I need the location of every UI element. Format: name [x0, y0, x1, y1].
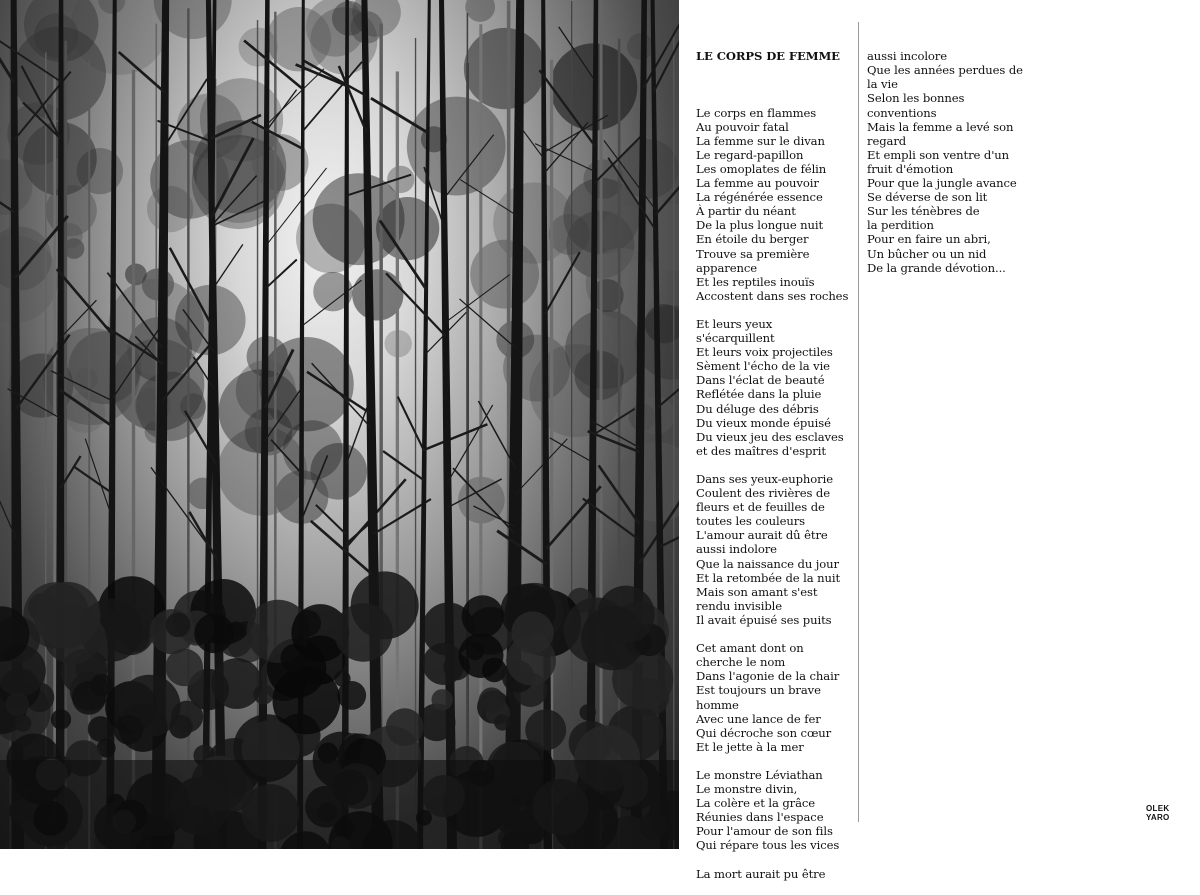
stanza: [696, 641, 848, 754]
undergrowth-blob: [114, 715, 144, 745]
poem-line: Que la naissance du jour: [696, 556, 839, 571]
foliage-blob: [600, 206, 655, 261]
tree-branch: [266, 260, 297, 289]
tree-trunk: [53, 76, 56, 849]
poem-line: Il avait épuisé ses puits: [696, 612, 832, 627]
undergrowth-blob: [165, 649, 203, 687]
foliage-blob: [493, 182, 574, 263]
poem-title: LE CORPS DE FEMME: [696, 49, 840, 64]
poem-line: Le monstre Léviathan: [696, 767, 823, 782]
poem-line: Se déverse de son lit: [867, 190, 988, 205]
foliage-blob: [219, 369, 303, 453]
undergrowth-blob: [211, 658, 262, 709]
signature-line-2: YARO: [1146, 813, 1170, 822]
poem-line: Reflétée dans la pluie: [696, 387, 822, 402]
poem-line: La femme au pouvoir: [696, 176, 819, 191]
poem-line: et des maîtres d'esprit: [696, 443, 826, 458]
foliage-blob: [407, 97, 506, 196]
poem-line: la vie: [867, 77, 898, 92]
tree-branch: [497, 531, 546, 564]
foliage-blob: [464, 28, 545, 109]
foliage-blob: [618, 442, 679, 522]
poem-line: Coulent des rivières de: [696, 486, 831, 501]
tree-branch: [447, 405, 492, 483]
undergrowth-blob: [422, 643, 464, 685]
undergrowth-blob: [194, 614, 234, 654]
undergrowth-blob: [506, 636, 556, 686]
poem-line: Le corps en flammes: [696, 105, 817, 120]
poem-line: toutes les couleurs: [696, 514, 806, 529]
poem-line: La régénérée essence: [696, 190, 823, 205]
poem-line: Dans l'agonie de la chair: [696, 669, 840, 684]
poem-line: Et leurs yeux: [696, 316, 773, 331]
poem-line: Mais la femme a levé son: [867, 119, 1014, 134]
poem-line: Dans l'éclat de beauté: [696, 373, 825, 388]
poem-line: En étoile du berger: [696, 232, 809, 247]
poem-line: rendu invisible: [696, 598, 783, 613]
undergrowth-blob: [459, 633, 504, 678]
poem-line: Avec une lance de fer: [696, 711, 821, 726]
undergrowth-blob: [494, 714, 510, 730]
undergrowth-blob: [580, 704, 596, 720]
poem-line: Et leurs voix projectiles: [696, 345, 833, 360]
tree-trunk: [673, 35, 674, 849]
poem-line: aussi incolore: [867, 49, 948, 64]
poem-column-1-body: [696, 106, 848, 881]
foliage-blob: [583, 159, 622, 198]
tree-branch: [73, 466, 112, 493]
poem-line: aussi indolore: [696, 542, 777, 557]
undergrowth-blob: [334, 603, 393, 662]
poem-line: L'amour aurait dû être: [696, 528, 828, 543]
poem-line: Et les reptiles inouïs: [696, 274, 815, 289]
poem-line: Sèment l'écho de la vie: [696, 359, 830, 374]
foliage-blob: [387, 166, 414, 193]
poem-line: Du déluge des débris: [696, 401, 819, 416]
poem-line: Sur les ténèbres de: [867, 204, 980, 219]
poem-line: regard: [867, 133, 907, 148]
poem-line: Le monstre divin,: [696, 782, 798, 797]
poem-line: Et empli son ventre d'un: [867, 147, 1010, 162]
poem-line: s'écarquillent: [696, 331, 775, 346]
poem-line: Le regard-papillon: [696, 147, 804, 162]
author-signature: [1146, 804, 1170, 822]
poem-line: La mort aurait pu être: [696, 866, 826, 881]
poem-line: Qui décroche son cœur: [696, 725, 832, 740]
poem-line: cherche le nom: [696, 655, 786, 670]
undergrowth-blob: [51, 709, 71, 729]
tree-branch: [398, 397, 425, 452]
poem-line: Est toujours un brave: [696, 683, 821, 698]
undergrowth-blob: [418, 703, 456, 741]
poem-line: La colère et la grâce: [696, 796, 816, 811]
undergrowth-blob: [462, 595, 504, 637]
poem-column-1: [696, 21, 848, 895]
signature-line-1: OLEK: [1146, 804, 1170, 813]
undergrowth-blob: [5, 692, 29, 716]
stanza: [696, 472, 848, 627]
tree-branch: [654, 26, 679, 92]
poem-line: À partir du néant: [696, 204, 796, 219]
undergrowth-blob: [34, 582, 101, 649]
column-divider: [858, 22, 859, 822]
undergrowth-blob: [431, 689, 452, 710]
undergrowth-blob: [525, 709, 566, 750]
poem-line: Mais son amant s'est: [696, 584, 818, 599]
undergrowth-blob: [166, 613, 191, 638]
forest-floor: [0, 760, 679, 849]
poem-column-2-body: [867, 49, 1023, 275]
undergrowth-blob: [14, 715, 31, 732]
poem-line: Cet amant dont on: [696, 641, 804, 656]
poem-line: Selon les bonnes: [867, 91, 965, 106]
stanza: [696, 768, 848, 853]
poem-line: Un bûcher ou un nid: [867, 246, 987, 261]
poem-line: Au pouvoir fatal: [696, 119, 789, 134]
poem-line: Du vieux monde épuisé: [696, 415, 831, 430]
tree-branch: [424, 424, 487, 449]
stanza: [696, 867, 848, 881]
poem-line: fruit d'émotion: [867, 161, 954, 176]
poem-line: Réunies dans l'espace: [696, 810, 824, 825]
poem-line: De la grande dévotion...: [867, 260, 1006, 275]
poem-line: Qui répare tous les vices: [696, 838, 840, 853]
poem-line: Et le jette à la mer: [696, 739, 804, 754]
foliage-blob: [465, 0, 495, 22]
poem-line: conventions: [867, 105, 937, 120]
undergrowth-blob: [294, 610, 321, 637]
tree-trunk: [571, 1, 572, 849]
poem-line: Pour que la jungle avance: [867, 176, 1017, 191]
stanza: [696, 106, 848, 303]
foliage-blob: [627, 33, 654, 60]
tree-trunk: [45, 52, 46, 849]
tree-trunk: [479, 24, 482, 849]
foliage-blob: [296, 204, 366, 274]
foliage-blob: [565, 310, 644, 389]
poem-line: Du vieux jeu des esclaves: [696, 429, 844, 444]
poem-line: Pour l'amour de son fils: [696, 824, 833, 839]
poem-line: homme: [696, 697, 739, 712]
poem-line: fleurs et de feuilles de: [696, 500, 825, 515]
stanza: [867, 49, 1023, 275]
poem-line: La femme sur le divan: [696, 133, 825, 148]
poem-column-2: [867, 21, 1023, 289]
poem-line: Trouve sa première: [696, 246, 810, 261]
undergrowth-blob: [597, 586, 655, 644]
tree-branch: [346, 524, 369, 544]
poem-line: Que les années perdues de: [867, 63, 1023, 78]
undergrowth-blob: [479, 687, 505, 713]
foliage-blob: [252, 134, 309, 191]
poem-line: Dans ses yeux-euphorie: [696, 472, 833, 486]
poem-line: De la plus longue nuit: [696, 218, 824, 233]
stanza: [696, 317, 848, 458]
tree-branch: [383, 451, 424, 480]
poem-line: Et la retombée de la nuit: [696, 570, 841, 585]
poem-line: apparence: [696, 260, 757, 275]
poem-line: Les omoplates de félin: [696, 161, 827, 176]
undergrowth-blob: [334, 671, 350, 687]
poem-line: la perdition: [867, 218, 934, 233]
poem-line: Pour en faire un abri,: [867, 232, 991, 247]
poem-line: Accostent dans ses roches: [696, 288, 849, 303]
tree-trunk: [342, 0, 349, 849]
